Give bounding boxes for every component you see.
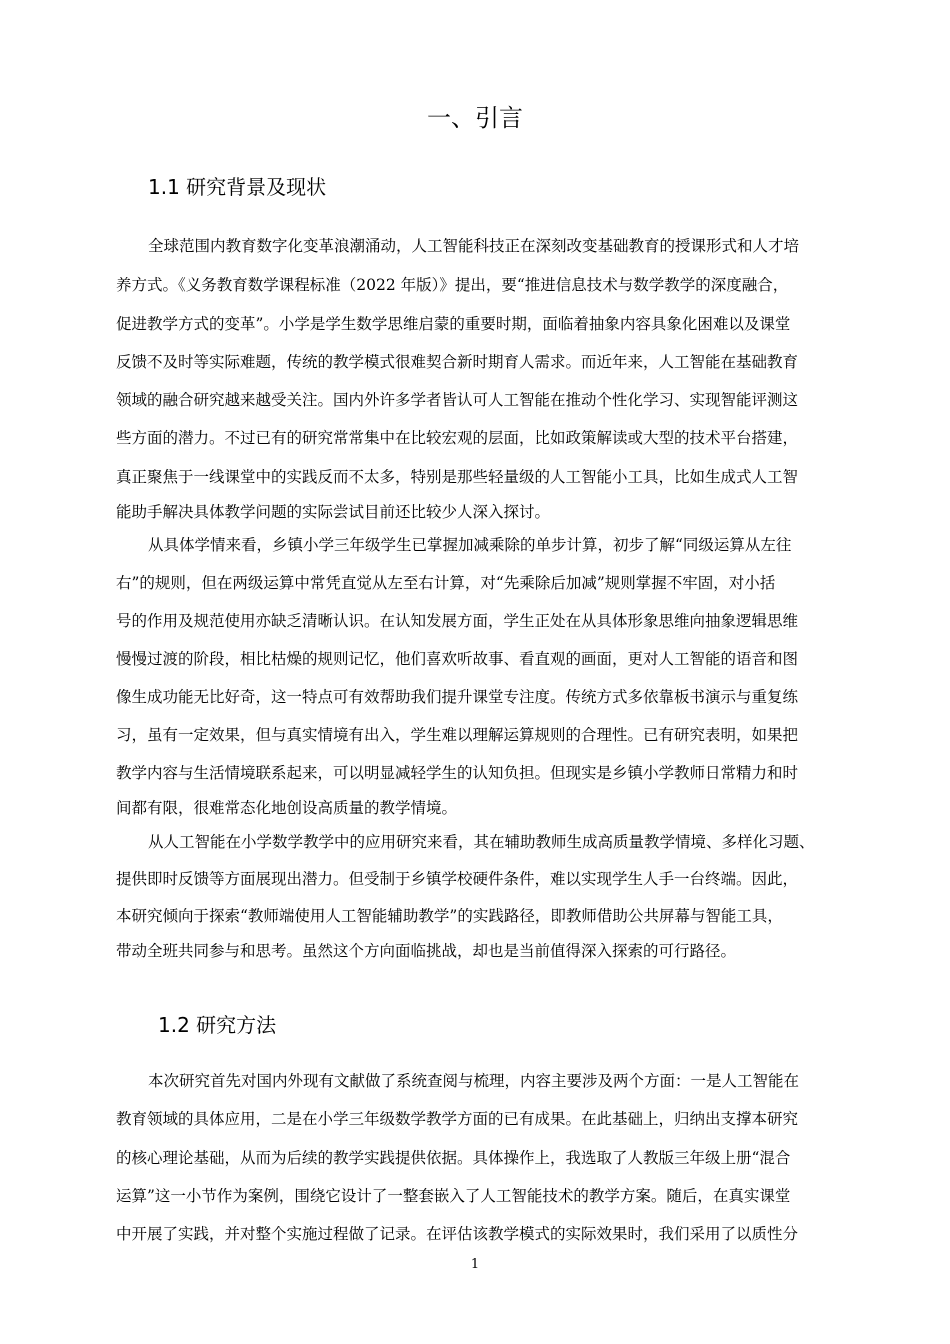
paragraph-line: 号的作用及规范使用亦缺乏清晰认识。在认知发展方面，学生正处在从具体形象思维向抽象逻辑思维 (116, 612, 799, 630)
paragraph-line: 像生成功能无比好奇，这一特点可有效帮助我们提升课堂专注度。传统方式多依靠板书演示与重复练 (116, 688, 799, 706)
paragraph-line: 从人工智能在小学数学教学中的应用研究来看，其在辅助教师生成高质量教学情境、多样化习题、 (148, 833, 815, 851)
section-heading-1-2: 1.2 研究方法 (158, 1013, 277, 1037)
chapter-title: 一、引言 (427, 104, 523, 132)
section-heading-1-1: 1.1 研究背景及现状 (148, 175, 327, 199)
paragraph-line: 领域的融合研究越来越受关注。国内外许多学者皆认可人工智能在推动个性化学习、实现智能评测这 (116, 391, 799, 409)
paragraph-line: 右”的规则，但在两级运算中常凭直觉从左至右计算，对“先乘除后加减”规则掌握不牢固，对小括 (116, 574, 776, 592)
paragraph-line: 教学内容与生活情境联系起来，可以明显减轻学生的认知负担。但现实是乡镇小学教师日常精力和时 (116, 764, 799, 782)
paragraph-line: 本研究倾向于探索“教师端使用人工智能辅助教学”的实践路径，即教师借助公共屏幕与智能工具， (116, 907, 783, 925)
paragraph-line: 教育领域的具体应用，二是在小学三年级数学教学方面的已有成果。在此基础上，归纳出支撑本研究 (116, 1110, 799, 1128)
paragraph-line: 带动全班共同参与和思考。虽然这个方向面临挑战，却也是当前值得深入探索的可行路径。 (116, 942, 737, 960)
paragraph-line: 的核心理论基础，从而为后续的教学实践提供依据。具体操作上，我选取了人教版三年级上册“混合 (116, 1149, 791, 1167)
paragraph-line: 全球范围内教育数字化变革浪潮涌动，人工智能科技正在深刻改变基础教育的授课形式和人才培 (148, 237, 800, 255)
paragraph-line: 本次研究首先对国内外现有文献做了系统查阅与梳理，内容主要涉及两个方面：一是人工智能在 (148, 1072, 800, 1090)
paragraph-line: 促进教学方式的变革”。小学是学生数学思维启蒙的重要时期，面临着抽象内容具象化困难以及课堂 (116, 315, 791, 333)
paragraph-line: 养方式。《义务教育数学课程标准（2022 年版）》提出，要“推进信息技术与数学教学的深度融合， (116, 276, 789, 294)
paragraph-line: 些方面的潜力。不过已有的研究常常集中在比较宏观的层面，比如政策解读或大型的技术平台搭建， (116, 429, 799, 447)
paragraph-line: 间都有限，很难常态化地创设高质量的教学情境。 (116, 799, 458, 817)
paragraph-line: 能助手解决具体教学问题的实际尝试目前还比较少人深入探讨。 (116, 503, 551, 521)
paragraph-line: 反馈不及时等实际难题，传统的教学模式很难契合新时期育人需求。而近年来，人工智能在基础教育 (116, 353, 799, 371)
paragraph-line: 真正聚焦于一线课堂中的实践反而不太多，特别是那些轻量级的人工智能小工具，比如生成式人工智 (116, 468, 799, 486)
page-number: 1 (470, 1257, 480, 1272)
paragraph-line: 习，虽有一定效果，但与真实情境有出入，学生难以理解运算规则的合理性。已有研究表明，如果把 (116, 726, 799, 744)
paragraph-line: 从具体学情来看，乡镇小学三年级学生已掌握加减乘除的单步计算，初步了解“同级运算从左往 (148, 536, 792, 554)
paragraph-line: 运算”这一小节作为案例，围绕它设计了一整套嵌入了人工智能技术的教学方案。随后，在真实课堂 (116, 1187, 791, 1205)
paragraph-line: 慢慢过渡的阶段，相比枯燥的规则记忆，他们喜欢听故事、看直观的画面，更对人工智能的语音和图 (116, 650, 799, 668)
paragraph-line: 中开展了实践，并对整个实施过程做了记录。在评估该教学模式的实际效果时，我们采用了以质性分 (116, 1225, 799, 1243)
paragraph-line: 提供即时反馈等方面展现出潜力。但受制于乡镇学校硬件条件，难以实现学生人手一台终端。因此， (116, 870, 799, 888)
